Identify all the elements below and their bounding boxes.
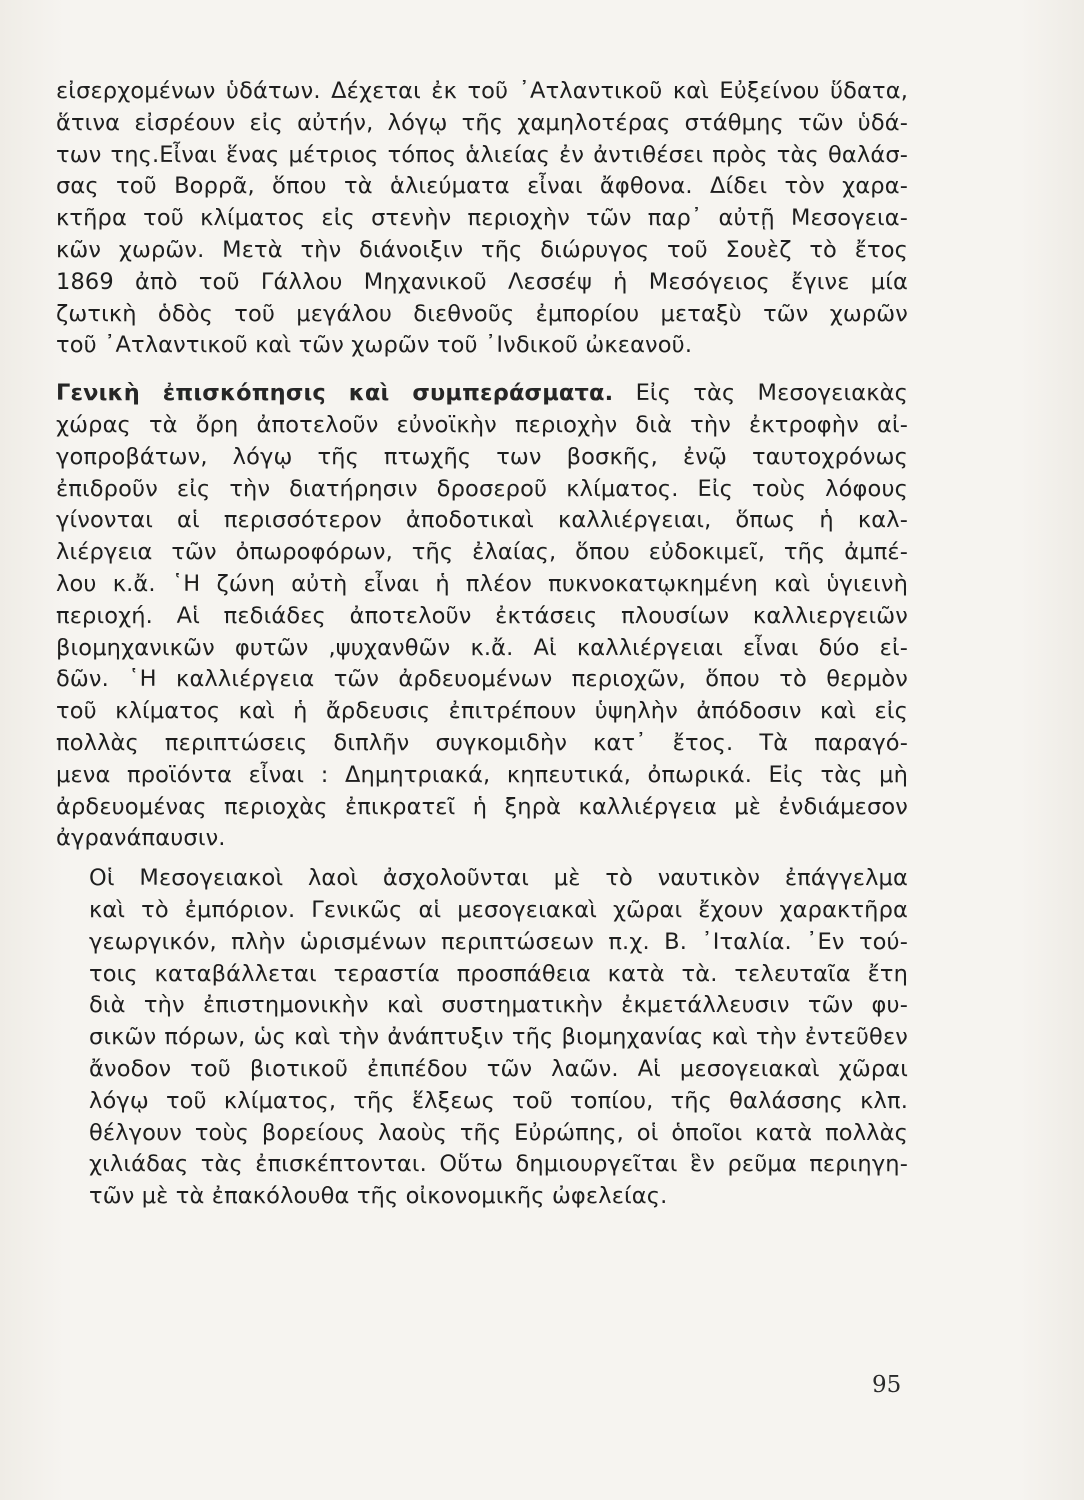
text-line: περιοχή. Αἱ πεδιάδες ἀποτελοῦν ἐκτάσεις πλουσίων καλλιεργειῶν: [56, 602, 908, 629]
page-number: 95: [872, 1372, 902, 1398]
text-line: γίνονται αἱ περισσότερον ἀποδοτικαὶ καλλιέργειαι, ὅπως ἡ καλ-: [56, 507, 908, 534]
section-heading: Γενικὴ ἐπισκόπησις καὶ συμπεράσματα.: [56, 380, 614, 407]
text-line: ἄνοδον τοῦ βιοτικοῦ ἐπιπέδου τῶν λαῶν. Αἱ μεσογειακαὶ χῶραι: [89, 1055, 908, 1082]
text-line: σας τοῦ Βορρᾶ, ὅπου τὰ ἁλιεύματα εἶναι ἄφθονα. Δίδει τὸν χαρα-: [56, 173, 908, 200]
text-line: 1869 ἀπὸ τοῦ Γάλλου Μηχανικοῦ Λεσσέψ ἡ Μεσόγειος ἔγινε μία: [56, 268, 908, 295]
text-line: λιέργεια τῶν ὀπωροφόρων, τῆς ἐλαίας, ὅπου εὐδοκιμεῖ, τῆς ἀμπέ-: [56, 539, 908, 566]
paragraph-mediterranean-waters: [56, 76, 908, 362]
text-line: ἐπιδροῦν εἰς τὴν διατήρησιν δροσεροῦ κλίματος. Εἰς τοὺς λόφους: [56, 475, 908, 502]
heading-line: [56, 378, 908, 410]
text-line: ἀρδευομένας περιοχὰς ἐπικρατεῖ ἡ ξηρὰ καλλιέργεια μὲ ἐνδιάμεσον: [56, 793, 908, 820]
body-text: [56, 76, 908, 1213]
text-line: δῶν. ῾Η καλλιέργεια τῶν ἀρδευομένων περιοχῶν, ὅπου τὸ θερμὸν: [56, 666, 908, 693]
text-line: πολλὰς περιπτώσεις διπλῆν συγκομιδὴν κατ᾿ ἔτος. Τὰ παραγό-: [56, 729, 908, 756]
text-line: τοῦ κλίματος καὶ ἡ ἄρδευσις ἐπιτρέπουν ὑψηλὴν ἀπόδοσιν καὶ εἰς: [56, 698, 908, 725]
text-line: ἅτινα εἰσρέουν εἰς αὐτήν, λόγῳ τῆς χαμηλοτέρας στάθμης τῶν ὑδά-: [56, 109, 908, 136]
text-line: γοπροβάτων, λόγῳ τῆς πτωχῆς των βοσκῆς, ἐνῷ ταυτοχρόνως: [56, 443, 908, 470]
text-line: χιλιάδας τὰς ἐπισκέπτονται. Οὕτω δημιουργεῖται ἓν ρεῦμα περιηγη-: [89, 1151, 908, 1178]
text-line: καὶ τὸ ἐμπόριον. Γενικῶς αἱ μεσογειακαὶ χῶραι ἔχουν χαρακτῆρα: [89, 896, 908, 923]
text-line: γεωργικόν, πλὴν ὡρισμένων περιπτώσεων π.χ. Β. ᾿Ιταλία. ᾿Εν τού-: [89, 928, 908, 955]
text-line: βιομηχανικῶν φυτῶν ,ψυχανθῶν κ.ἄ. Αἱ καλλιέργειαι εἶναι δύο εἰ-: [56, 634, 908, 661]
text-line: λου κ.ἄ. ῾Η ζώνη αὐτὴ εἶναι ἡ πλέον πυκνοκατῳκημένη καὶ ὑγιεινὴ: [56, 570, 908, 597]
text-line: τοῦ ᾿Ατλαντικοῦ καὶ τῶν χωρῶν τοῦ ᾿Ινδικοῦ ὠκεανοῦ.: [56, 332, 693, 359]
text-line: κτῆρα τοῦ κλίματος εἰς στενὴν περιοχὴν τῶν παρ᾿ αὐτῇ Μεσογεια-: [56, 205, 908, 232]
text-line: λόγῳ τοῦ κλίματος, τῆς ἕλξεως τοῦ τοπίου, τῆς θαλάσσης κλπ.: [89, 1087, 908, 1114]
text-line: διὰ τὴν ἐπιστημονικὴν καὶ συστηματικὴν ἐκμετάλλευσιν τῶν φυ-: [89, 992, 908, 1019]
text-line: μενα προϊόντα εἶναι : Δημητριακά, κηπευτικά, ὀπωρικά. Εἰς τὰς μὴ: [56, 761, 908, 788]
text-line-rest: Εἰς τὰς Μεσογειακὰς: [613, 380, 908, 407]
text-line: κῶν χωρῶν. Μετὰ τὴν διάνοιξιν τῆς διώρυγος τοῦ Σουὲζ τὸ ἔτος: [56, 236, 908, 263]
text-line: σικῶν πόρων, ὡς καὶ τὴν ἀνάπτυξιν τῆς βιομηχανίας καὶ τὴν ἐντεῦθεν: [89, 1024, 908, 1051]
text-line: των της.Εἶναι ἕνας μέτριος τόπος ἁλιείας ἐν ἀντιθέσει πρὸς τὰς θαλάσ-: [56, 141, 908, 168]
paragraph-mediterranean-peoples: [56, 863, 908, 1213]
text-line: εἰσερχομένων ὑδάτων. Δέχεται ἐκ τοῦ ᾿Ατλαντικοῦ καὶ Εὐξείνου ὕδατα,: [56, 78, 908, 104]
text-line: Οἱ Μεσογειακοὶ λαοὶ ἀσχολοῦνται μὲ τὸ ναυτικὸν ἐπάγγελμα: [89, 865, 908, 892]
text-line: ζωτικὴ ὁδὸς τοῦ μεγάλου διεθνοῦς ἐμπορίου μεταξὺ τῶν χωρῶν: [56, 300, 908, 327]
text-line: ἀγρανάπαυσιν.: [56, 825, 226, 852]
text-line: τοις καταβάλλεται τεραστία προσπάθεια κατὰ τὰ. τελευταῖα ἔτη: [89, 960, 908, 987]
paragraph-general-overview: [56, 378, 908, 855]
text-line: τῶν μὲ τὰ ἐπακόλουθα τῆς οἰκονομικῆς ὠφελείας.: [89, 1183, 668, 1210]
text-line: χώρας τὰ ὄρη ἀποτελοῦν εὐνοϊκὴν περιοχὴν διὰ τὴν ἐκτροφὴν αἰ-: [56, 411, 908, 438]
text-line: θέλγουν τοὺς βορείους λαοὺς τῆς Εὐρώπης, οἱ ὁποῖοι κατὰ πολλὰς: [89, 1119, 908, 1146]
